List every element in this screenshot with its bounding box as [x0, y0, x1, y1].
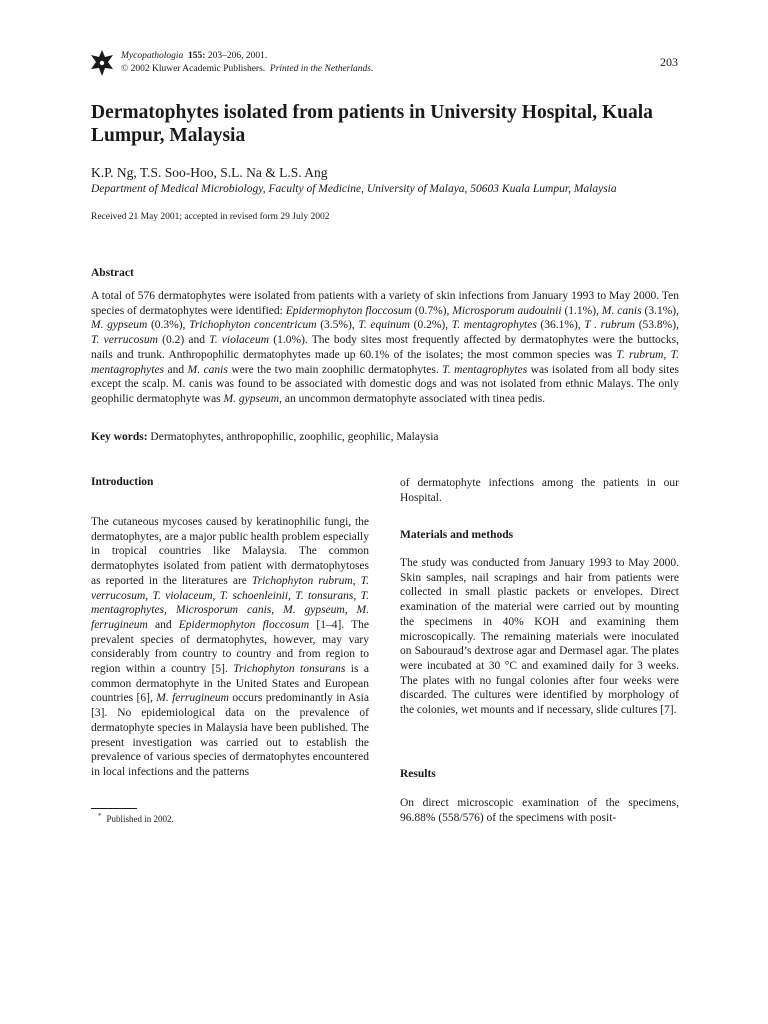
abstract-body: A total of 576 dermatophytes were isolated from patients with a variety of skin infections from January 1993 to May 2000. Ten species of dermatophytes were identified: Epidermophyton floccosum (0.7%), Microsporum audouinii (1.1%), M. canis (3.1%), M. gypseum (0.3%), Trichophyton concentricum (3.5%), T. equinum (0.2%), T. mentagrophytes (36.1%), T . rubrum (53.8%), T. verrucosum (0.2) and T. violaceum (1.0%). The body sites most frequently affected by dermatophytes were the buttocks, nails and trunk. Anthropophilic dermatophytes made up 60.1% of the isolates; the most common species was T. rubrum, T. mentagrophytes and M. canis were the two main zoophilic dermatophytes. T. mentagrophytes was isolated from all body sites except the scalp. M. canis was found to be associated with domestic dogs and was not isolated from ethnic Malays. The only geophilic dermatophyte was M. gypseum, an uncommon dermatophyte associated with tinea pedis. — [91, 290, 680, 405]
page-number: 203 — [660, 55, 678, 69]
footnote-text: Published in 2002. — [106, 814, 174, 824]
species-name: Trichophyton rubrum — [251, 574, 353, 587]
affiliation: Department of Medical Microbiology, Faculty of Medicine, University of Malaya, 50603 Kuala Lumpur, Malaysia — [91, 183, 617, 195]
species-name: T. mentagrophytes — [91, 589, 369, 617]
copyright-line: © 2002 Kluwer Academic Publishers. — [121, 64, 266, 74]
introduction-continuation: of dermatophyte infections among the patients in our Hospital. — [400, 477, 679, 504]
received-dates: Received 21 May 2001; accepted in revised form 29 July 2002 — [91, 212, 330, 222]
footnote — [98, 812, 174, 824]
journal-citation — [121, 50, 373, 76]
keywords-label: Key words: — [91, 431, 148, 443]
materials-methods-body: The study was conducted from January 1993 to May 2000. Skin samples, nail scrapings and hair from patients were collected in small plastic packets or envelopes. Direct examination of the material were carried out by mounting the specimens in 40% KOH and examining them microscopically. The remaining materials were inoculated on Sabouraud’s dextrose agar and Dermasel agar. The plates were incubated at 30 °C and examined daily for 3 weeks. The plates with no fungal colonies after four weeks were discarded. The cultures were identified by morphology of the colonies, wet mounts and if necessary, slide cultures [7]. — [400, 557, 679, 717]
species-name: M. canis — [187, 363, 228, 376]
species-name: T. mentagrophytes — [91, 348, 679, 376]
species-name: T. rubrum — [616, 348, 664, 361]
journal-volume: 155: — [188, 51, 206, 61]
species-name: M. ferrugineum — [91, 604, 369, 631]
species-name: Epidermophyton floccosum — [178, 618, 310, 631]
keywords — [91, 431, 681, 443]
introduction-heading: Introduction — [91, 476, 154, 488]
species-name: M. gypseum — [223, 392, 280, 405]
species-name: Trichophyton concentricum — [189, 319, 317, 332]
species-name: T. verrucosum — [91, 334, 158, 347]
species-name: Epidermophyton floccosum — [285, 304, 412, 317]
species-name: T. equinum — [358, 319, 410, 332]
publisher-logo-icon — [91, 50, 113, 76]
species-name: T. mentagrophytes — [451, 319, 537, 332]
species-name: T. schoenleinii — [219, 589, 289, 602]
species-name: M. gypseum — [283, 604, 345, 617]
species-name: Trichophyton tonsurans — [233, 663, 346, 676]
keywords-text: Dermatophytes, anthropophilic, zoophilic, geophilic, Malaysia — [147, 431, 439, 443]
species-name: T. tonsurans — [295, 589, 354, 602]
species-name: Microsporum canis — [175, 604, 272, 617]
species-name: T. violaceum — [209, 334, 270, 347]
results-heading: Results — [400, 768, 436, 780]
footnote-rule — [91, 808, 137, 809]
introduction-body: The cutaneous mycoses caused by keratinophilic fungi, the dermatophytes, are a major public health problem especially in tropical countries like Malaysia. The common dermatophytes isolated from patient with dermatophytoses as reported in the literatures are Trichophyton rubrum, T. verrucosum, T. violaceum, T. schoenleinii, T. tonsurans, T. mentagrophytes, Microsporum canis, M. gypseum, M. ferrugineum and Epidermophyton floccosum [1–4]. The prevalent species of dermatophytes, however, may vary considerably from country to country and from region to region within a country [5]. Trichophyton tonsurans is a common dermatophyte in the United States and European countries [6], M. ferrugineum occurs predominantly in Asia [3]. No epidemiological data on the prevalence of dermatophyte species in Malaysia have been published. The present investigation was carried out to establish the prevalence of various species of dermatophytes encountered in local infections and the patterns — [91, 516, 370, 778]
results-body: On direct microscopic examination of the specimens, 96.88% (558/576) of the specimens with posit- — [400, 797, 679, 824]
species-name: T . rubrum — [584, 319, 636, 332]
species-name: T. violaceum — [152, 589, 213, 602]
species-name: Microsporum audouinii — [452, 304, 562, 317]
species-name: T. verrucosum — [91, 574, 370, 602]
paper-title: Dermatophytes isolated from patients in University Hospital, Kuala Lumpur, Malaysia — [91, 102, 653, 146]
author-list: K.P. Ng, T.S. Soo-Hoo, S.L. Na & L.S. Ang — [91, 165, 328, 180]
journal-name: Mycopathologia — [121, 51, 184, 61]
journal-pages: 203–206, 2001. — [207, 51, 268, 61]
printed-line: Printed in the Netherlands. — [269, 64, 374, 74]
species-name: M. gypseum — [91, 319, 148, 332]
species-name: T. mentagrophytes — [442, 363, 528, 376]
materials-methods-heading: Materials and methods — [400, 529, 514, 541]
species-name: M. canis — [601, 304, 642, 317]
species-name: M. ferrugineum — [156, 692, 229, 705]
footnote-mark: * — [98, 812, 102, 820]
abstract-heading: Abstract — [91, 267, 134, 279]
